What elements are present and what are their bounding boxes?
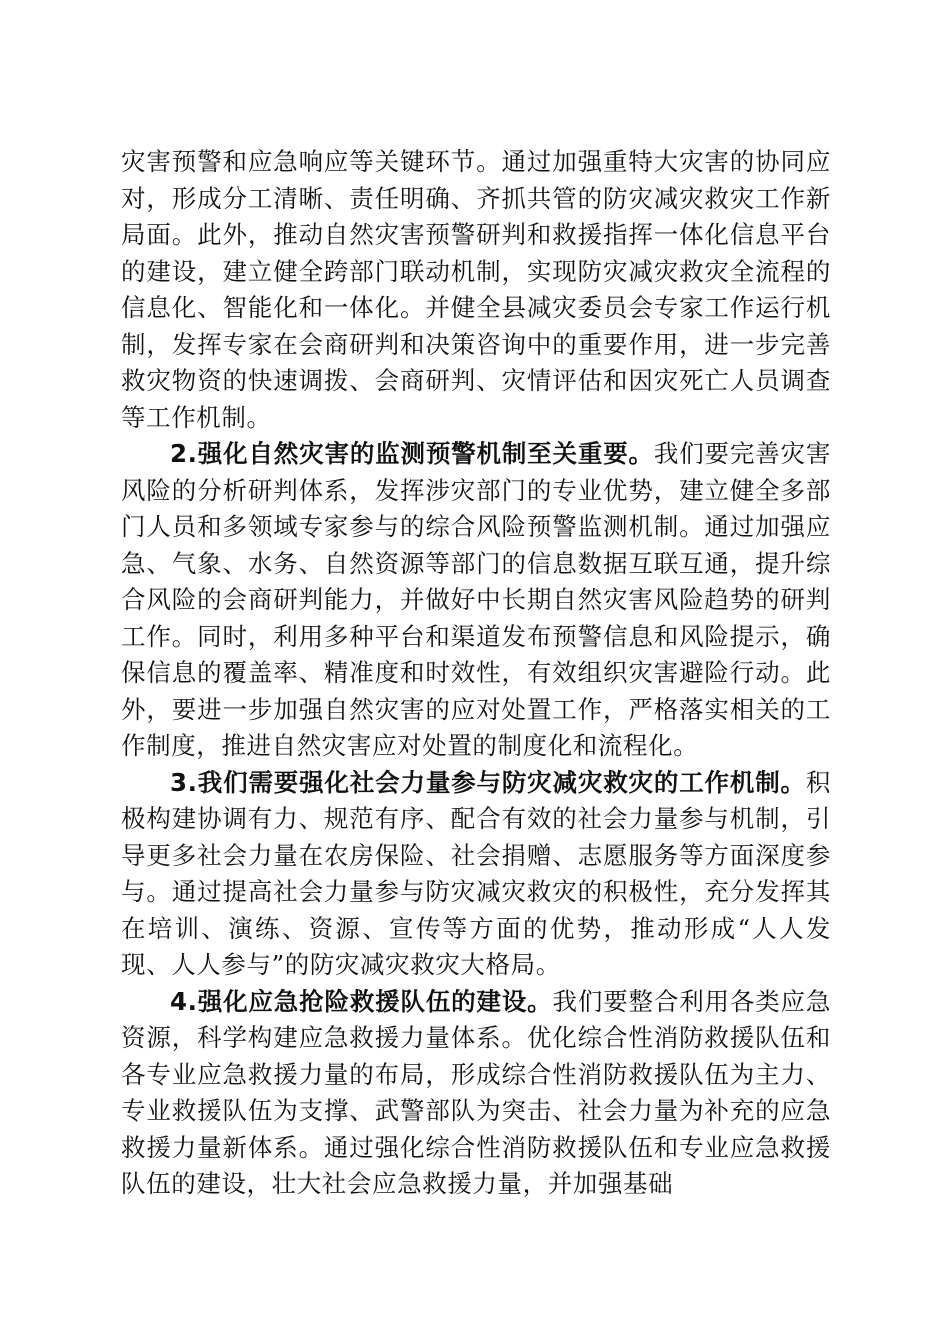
paragraph-heading: 4.强化应急抢险救援队伍的建设。 — [170, 986, 553, 1016]
paragraph-social-forces — [121, 765, 831, 984]
paragraph-text: 积极构建协调有力、规范有序、配合有效的社会力量参与机制，引导更多社会力量在农房保险、社会捐赠、志愿服务等方面深度参与。通过提高社会力量参与防灾减灾救灾的积极性，充分发挥其在培训、演练、资源、宣传等方面的优势，推动形成“人人发现、人人参与”的防灾减灾救灾大格局。 — [121, 767, 831, 979]
paragraph-text: 我们要整合利用各类应急资源，科学构建应急救援力量体系。优化综合性消防救援队伍和各专业应急救援力量的布局，形成综合性消防救援队伍为主力、专业救援队伍为支撑、武警部队为突击、社会力量为补充的应急救援力量新体系。通过强化综合性消防救援队伍和专业应急救援队伍的建设，壮大社会应急救援力量，并加强基础 — [121, 986, 831, 1198]
paragraph-continuation — [121, 144, 831, 436]
paragraph-text: 我们要完善灾害风险的分析研判体系，发挥涉灾部门的专业优势，建立健全多部门人员和多领域专家参与的综合风险预警监测机制。通过加强应急、气象、水务、自然资源等部门的信息数据互联互通，提升综合风险的会商研判能力，并做好中长期自然灾害风险趋势的研判工作。同时，利用多种平台和渠道发布预警信息和风险提示，确保信息的覆盖率、精准度和时效性，有效组织灾害避险行动。此外，要进一步加强自然灾害的应对处置工作，严格落实相关的工作制度，推进自然灾害应对处置的制度化和流程化。 — [121, 439, 831, 760]
paragraph-monitoring-warning — [121, 436, 831, 765]
paragraph-rescue-teams — [121, 984, 831, 1203]
paragraph-heading: 3.我们需要强化社会力量参与防灾减灾救灾的工作机制。 — [170, 767, 806, 797]
paragraph-text: 灾害预警和应急响应等关键环节。通过加强重特大灾害的协同应对，形成分工清晰、责任明确、齐抓共管的防灾减灾救灾工作新局面。此外，推动自然灾害预警研判和救援指挥一体化信息平台的建设，建立健全跨部门联动机制，实现防灾减灾救灾全流程的信息化、智能化和一体化。并健全县减灾委员会专家工作运行机制，发挥专家在会商研判和决策咨询中的重要作用，进一步完善救灾物资的快速调拨、会商研判、灾情评估和因灾死亡人员调查等工作机制。 — [121, 147, 831, 432]
document-page — [121, 144, 831, 1203]
paragraph-heading: 2.强化自然灾害的监测预警机制至关重要。 — [170, 439, 654, 468]
